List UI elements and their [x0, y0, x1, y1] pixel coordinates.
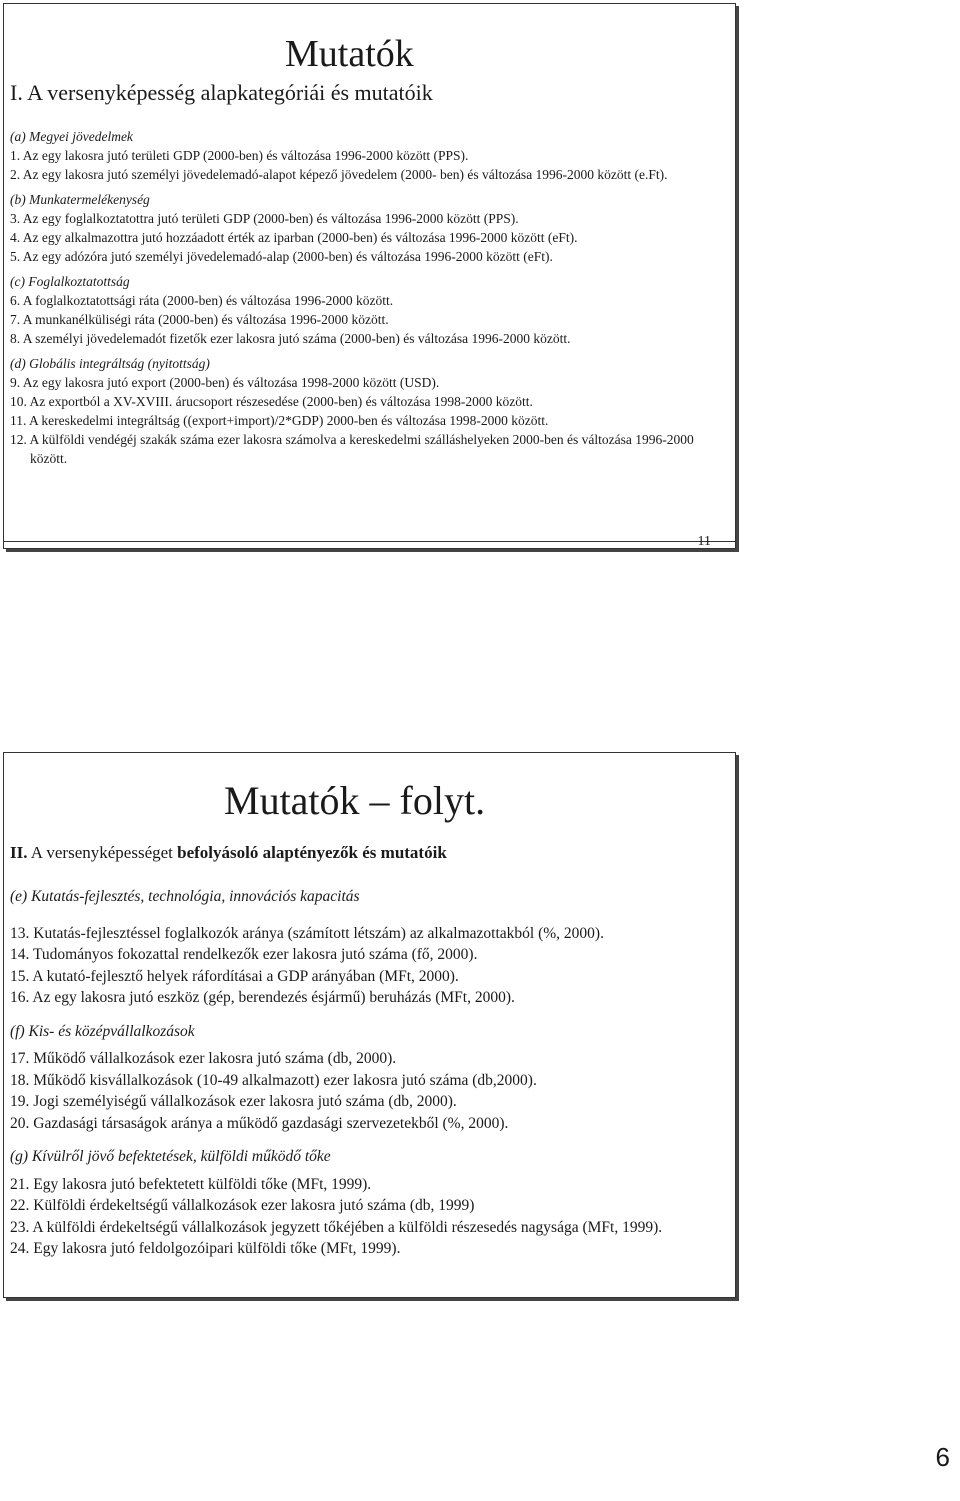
slide-title: Mutatók: [285, 33, 414, 75]
list-item: 20. Gazdasági társaságok aránya a működő gazdasági szervezetekből (%, 2000).: [10, 1114, 509, 1132]
section-heading: I. A versenyképesség alapkategóriái és mutatóik: [10, 80, 433, 105]
footer-divider: [4, 541, 735, 542]
heading-number: II.: [10, 843, 28, 862]
section-label: (b) Munkatermelékenység: [10, 192, 150, 207]
list-item: 8. A személyi jövedelemadót fizetők ezer lakosra jutó száma (2000-ben) és változása 1996-2000 között.: [10, 331, 571, 346]
list-item: 6. A foglalkoztatottsági ráta (2000-ben) és változása 1996-2000 között.: [10, 293, 394, 308]
list-item: 2. Az egy lakosra jutó személyi jövedelemadó-alapot képező jövedelem (2000- ben) és változása 1996-2000 között (e.Ft).: [10, 167, 668, 182]
section-label: (c) Foglalkoztatottság: [10, 274, 130, 289]
slide-2: [3, 752, 736, 1298]
slide-1: [3, 3, 736, 549]
list-item: 24. Egy lakosra jutó feldolgozóipari külföldi tőke (MFt, 1999).: [10, 1240, 401, 1257]
list-item: 13. Kutatás-fejlesztéssel foglalkozók aránya (számított létszám) az alkalmazottakból (%, 2000).: [10, 924, 604, 942]
section-label: (g) Kívülről jövő befektetések, külföldi működő tőke: [10, 1148, 331, 1165]
list-item: 12. A külföldi vendégéj szakák száma ezer lakosra számolva a kereskedelmi szálláshelyeken 2000-ben és változása 1996-2000 között.: [10, 432, 694, 466]
list-item: 15. A kutató-fejlesztő helyek ráfordításai a GDP arányában (MFt, 2000).: [10, 967, 459, 985]
section-heading: [10, 843, 447, 863]
list-item: 9. Az egy lakosra jutó export (2000-ben) és változása 1998-2000 között (USD).: [10, 375, 440, 390]
indicator-list: [10, 886, 723, 1260]
slide-page-number: 11: [697, 534, 711, 549]
list-item: 18. Működő kisvállalkozások (10-49 alkalmazott) ezer lakosra jutó száma (db,2000).: [10, 1071, 537, 1089]
heading-bold-text: befolyásoló alaptényezők és mutatóik: [177, 843, 447, 862]
list-item: 14. Tudományos fokozattal rendelkezők ezer lakosra jutó száma (fő, 2000).: [10, 946, 478, 963]
section-label: (d) Globális integráltság (nyitottság): [10, 356, 210, 371]
heading-text: A versenyképességet: [27, 843, 178, 862]
list-item: 19. Jogi személyiségű vállalkozások ezer lakosra jutó száma (db, 2000).: [10, 1093, 457, 1110]
list-item: 4. Az egy alkalmazottra jutó hozzáadott érték az iparban (2000-ben) és változása 1996-2000 között (eFt).: [10, 230, 578, 245]
list-item: 1. Az egy lakosra jutó területi GDP (2000-ben) és változása 1996-2000 között (PPS).: [10, 148, 469, 163]
list-item: 17. Működő vállalkozások ezer lakosra jutó száma (db, 2000).: [10, 1050, 397, 1067]
indicator-list: [10, 127, 723, 468]
list-item: 22. Külföldi érdekeltségű vállalkozások ezer lakosra jutó száma (db, 1999): [10, 1197, 475, 1214]
list-item: 21. Egy lakosra jutó befektetett külföldi tőke (MFt, 1999).: [10, 1175, 372, 1193]
list-item: 7. A munkanélküliségi ráta (2000-ben) és változása 1996-2000 között.: [10, 312, 389, 327]
list-item: 23. A külföldi érdekeltségű vállalkozások jegyzett tőkéjében a külföldi részesedés nagysága (MFt, 1999).: [10, 1218, 663, 1236]
list-item: 16. Az egy lakosra jutó eszköz (gép, berendezés ésjármű) beruházás (MFt, 2000).: [10, 989, 515, 1006]
list-item: 3. Az egy foglalkoztatottra jutó területi GDP (2000-ben) és változása 1996-2000 között (PPS).: [10, 211, 519, 226]
section-label: (f) Kis- és középvállalkozások: [10, 1022, 195, 1040]
section-label: (a) Megyei jövedelmek: [10, 129, 133, 144]
list-item: 11. A kereskedelmi integráltság ((export+import)/2*GDP) 2000-ben és változása 1998-2000 között.: [10, 413, 549, 428]
list-item: 10. Az exportból a XV-XVIII. árucsoport részesedése (2000-ben) és változása 1998-2000 között.: [10, 394, 533, 409]
list-item: 5. Az egy adózóra jutó személyi jövedelemadó-alap (2000-ben) és változása 1996-2000 között (eFt).: [10, 249, 553, 264]
page-number: 6: [935, 1442, 950, 1472]
slide-title: Mutatók – folyt.: [224, 778, 486, 823]
section-label: (e) Kutatás-fejlesztés, technológia, innovációs kapacitás: [10, 888, 360, 905]
